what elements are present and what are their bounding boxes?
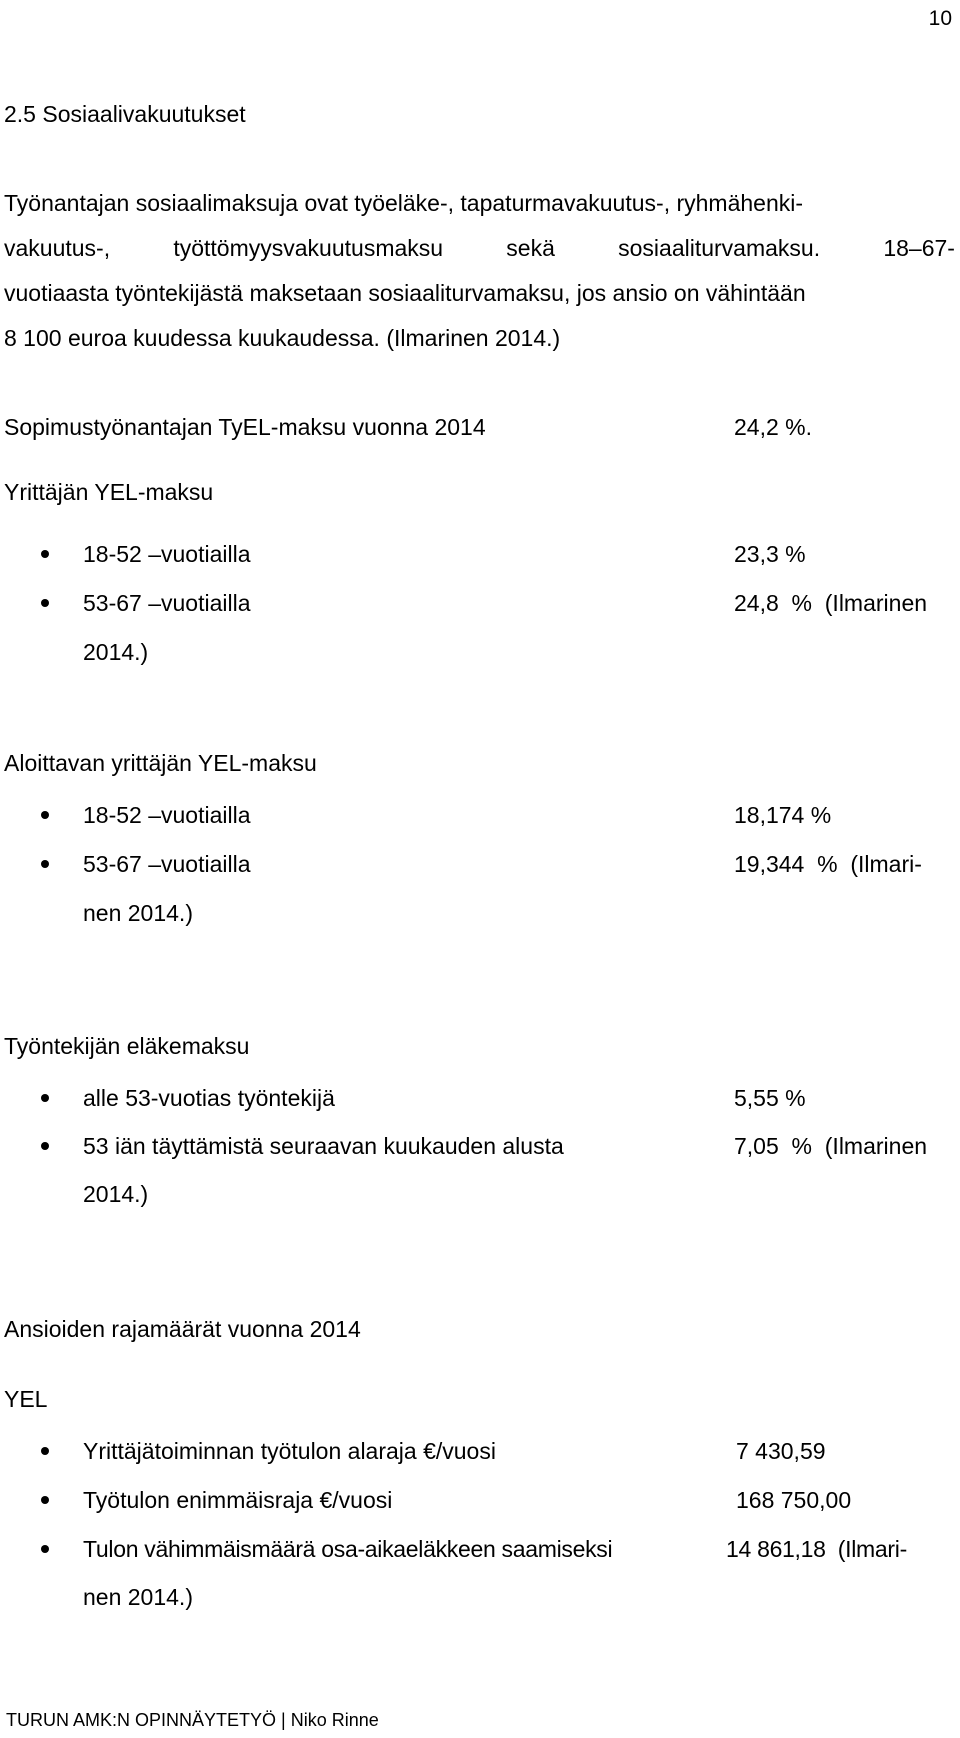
bullet-icon [41,1094,49,1102]
footer-separator: | [281,1710,286,1730]
yel-item-2-value: 24,8 % (Ilmarinen [734,590,928,616]
starting-yel-item-1-value: 18,174 % [734,802,832,828]
intro-word: sosiaaliturvamaksu. [618,235,821,261]
intro-line-4: 8 100 euroa kuudessa kuukaudessa. (Ilmarinen 2014.) [4,325,561,351]
intro-line-1: Työnantajan sosiaalimaksuja ovat työeläke-, tapaturmavakuutus-, ryhmähenki- [4,190,804,216]
tyel-value: 24,2 %. [734,414,812,440]
bullet-icon [41,811,49,819]
footer-author: Niko Rinne [290,1710,379,1730]
intro-word: sekä [506,235,555,261]
income-limits-item-1-value: 7 430,59 [736,1438,826,1464]
starting-yel-item-1-label: 18-52 –vuotiailla [83,802,251,828]
bullet-icon [41,1545,49,1553]
page-number: 10 [928,7,952,30]
intro-line-2 [4,237,955,260]
employee-pension-continuation: 2014.) [83,1181,149,1207]
starting-yel-continuation: nen 2014.) [83,900,193,926]
income-limits-item-3-value: 14 861,18 (Ilmari- [726,1536,907,1562]
employee-pension-item-2-label: 53 iän täyttämistä seuraavan kuukauden alusta [83,1133,564,1159]
income-limits-item-1-label: Yrittäjätoiminnan työtulon alaraja €/vuosi [83,1438,496,1464]
bullet-icon [41,1142,49,1150]
yel-item-1-label: 18-52 –vuotiailla [83,541,251,567]
starting-yel-item-2-label: 53-67 –vuotiailla [83,851,251,877]
bullet-icon [41,1447,49,1455]
employee-pension-item-2-value: 7,05 % (Ilmarinen [734,1133,928,1159]
income-limits-item-3-label: Tulon vähimmäismäärä osa-aikaeläkkeen saamiseksi [83,1536,613,1562]
income-limits-item-2-value: 168 750,00 [736,1487,852,1513]
yel-heading: Yrittäjän YEL-maksu [4,479,214,505]
intro-word: vakuutus-, [4,235,111,261]
intro-word: työttömyysvakuutusmaksu [173,235,444,261]
bullet-icon [41,550,49,558]
income-limits-subheading: YEL [4,1386,48,1412]
starting-yel-item-2-value: 19,344 % (Ilmari- [734,851,922,877]
bullet-icon [41,1496,49,1504]
income-limits-continuation: nen 2014.) [83,1584,193,1610]
footer-school: TURUN AMK:N OPINNÄYTETYÖ [6,1710,277,1730]
yel-item-1-value: 23,3 % [734,541,806,567]
section-title: 2.5 Sosiaalivakuutukset [4,101,246,127]
starting-yel-heading: Aloittavan yrittäjän YEL-maksu [4,750,317,776]
bullet-icon [41,860,49,868]
yel-continuation: 2014.) [83,639,149,665]
yel-item-2-label: 53-67 –vuotiailla [83,590,251,616]
income-limits-item-2-label: Työtulon enimmäisraja €/vuosi [83,1487,393,1513]
employee-pension-item-1-label: alle 53-vuotias työntekijä [83,1085,335,1111]
bullet-icon [41,599,49,607]
tyel-label: Sopimustyönantajan TyEL-maksu vuonna 2014 [4,414,486,440]
footer [6,1711,379,1729]
intro-word: 18–67- [883,235,955,261]
employee-pension-item-1-value: 5,55 % [734,1085,806,1111]
income-limits-heading: Ansioiden rajamäärät vuonna 2014 [4,1316,361,1342]
employee-pension-heading: Työntekijän eläkemaksu [4,1033,250,1059]
intro-line-3: vuotiaasta työntekijästä maksetaan sosiaaliturvamaksu, jos ansio on vähintään [4,280,806,306]
